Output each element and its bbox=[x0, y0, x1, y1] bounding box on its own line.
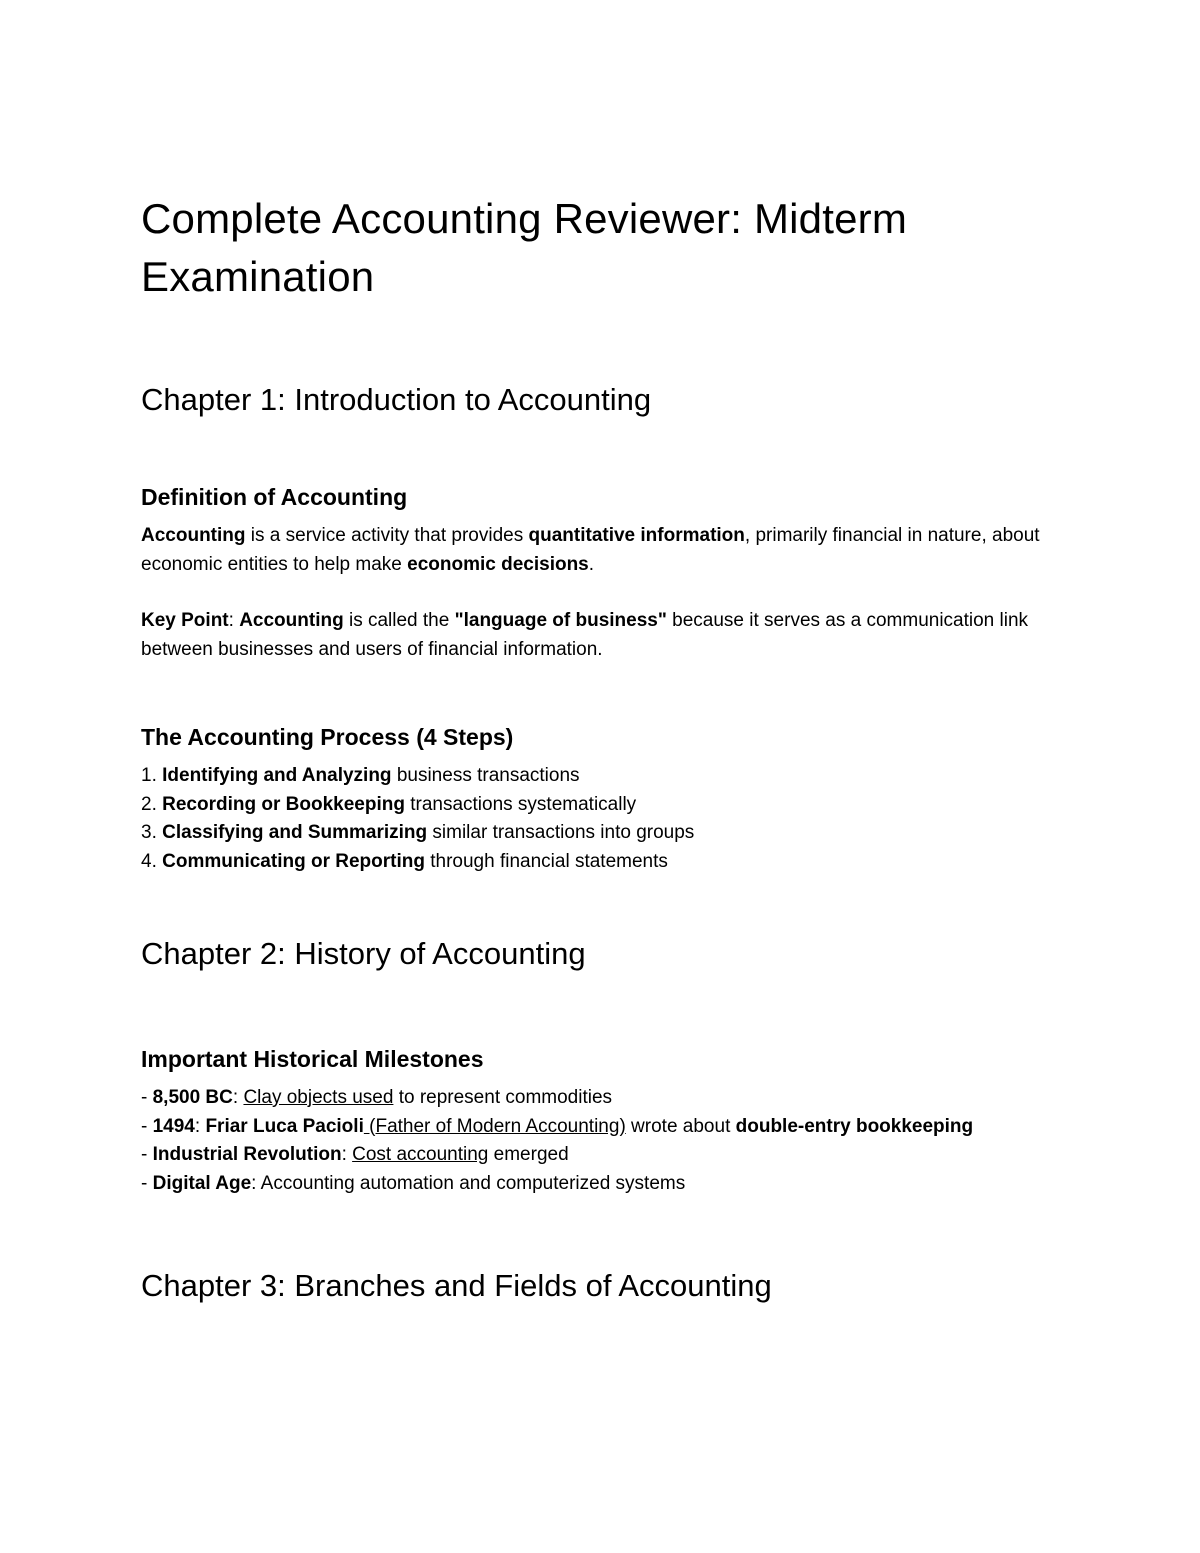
text-span: : bbox=[341, 1144, 353, 1165]
step-text: similar transactions into groups bbox=[427, 822, 695, 843]
text-span: : bbox=[232, 1087, 244, 1108]
list-number: 2. bbox=[141, 793, 163, 815]
list-dash: - bbox=[141, 1172, 153, 1194]
step-term: Classifying and Summarizing bbox=[162, 822, 428, 843]
milestone-date: 1494 bbox=[152, 1115, 195, 1137]
text-span: emerged bbox=[488, 1144, 569, 1165]
list-number: 4. bbox=[141, 850, 163, 872]
document-title: Complete Accounting Reviewer: Midterm Examination bbox=[141, 195, 908, 300]
list-item bbox=[141, 762, 1061, 791]
underlined-text: Cost accounting bbox=[352, 1144, 489, 1165]
chapter-3-heading: Chapter 3: Branches and Fields of Accounting bbox=[141, 1268, 772, 1303]
list-item bbox=[141, 1113, 1061, 1142]
list-number: 3. bbox=[141, 822, 163, 843]
text-span: : bbox=[194, 1115, 206, 1137]
definition-heading: Definition of Accounting bbox=[141, 484, 408, 510]
term-language-of-business: "language of business" bbox=[454, 610, 667, 631]
term-economic-decisions: economic decisions bbox=[407, 553, 589, 575]
process-heading: The Accounting Process (4 Steps) bbox=[141, 724, 514, 750]
list-item bbox=[141, 1084, 1061, 1113]
text-span: is called the bbox=[343, 610, 455, 631]
step-text: business transactions bbox=[391, 765, 580, 786]
list-item bbox=[141, 819, 1061, 848]
list-item bbox=[141, 791, 1061, 820]
underlined-text: (Father of Modern Accounting) bbox=[363, 1115, 626, 1137]
text-span: is a service activity that provides bbox=[245, 525, 529, 546]
chapter-2-heading: Chapter 2: History of Accounting bbox=[141, 936, 586, 971]
step-term: Recording or Bookkeeping bbox=[162, 793, 405, 815]
list-item bbox=[141, 1170, 1061, 1199]
step-text: through financial statements bbox=[424, 850, 668, 872]
step-term: Identifying and Analyzing bbox=[162, 765, 392, 786]
term-double-entry-bookkeeping: double-entry bookkeeping bbox=[735, 1115, 974, 1137]
text-span: wrote about bbox=[625, 1115, 736, 1137]
step-term: Communicating or Reporting bbox=[162, 850, 425, 872]
person-name: Friar Luca Pacioli bbox=[205, 1115, 364, 1137]
list-dash: - bbox=[141, 1115, 153, 1137]
document-content bbox=[141, 190, 1061, 1306]
term-accounting: Accounting bbox=[239, 610, 344, 631]
text-span: to represent commodities bbox=[393, 1087, 613, 1108]
list-item bbox=[141, 1141, 1061, 1170]
underlined-text: Clay objects used bbox=[243, 1087, 394, 1108]
list-item bbox=[141, 848, 1061, 877]
milestones-heading: Important Historical Milestones bbox=[141, 1046, 484, 1072]
term-accounting: Accounting bbox=[141, 525, 246, 546]
process-steps-list bbox=[141, 762, 1061, 876]
key-point-paragraph bbox=[141, 607, 1061, 664]
milestone-era: Digital Age bbox=[152, 1172, 252, 1194]
text-span: , primarily financial in nature, about economic entities to help make bbox=[141, 525, 1040, 575]
chapter-1-heading: Chapter 1: Introduction to Accounting bbox=[141, 382, 652, 417]
term-quantitative-information: quantitative information bbox=[528, 525, 745, 546]
text-span: : bbox=[228, 610, 240, 631]
milestone-date: 8,500 BC bbox=[152, 1087, 233, 1108]
text-span: because it serves as a communication link between businesses and users of financial information. bbox=[141, 610, 1029, 660]
list-dash: - bbox=[141, 1144, 153, 1165]
milestone-era: Industrial Revolution bbox=[152, 1144, 342, 1165]
list-dash: - bbox=[141, 1087, 153, 1108]
milestones-list bbox=[141, 1084, 1061, 1198]
key-point-label: Key Point bbox=[141, 610, 229, 631]
step-text: transactions systematically bbox=[404, 793, 637, 815]
list-number: 1. bbox=[141, 765, 163, 786]
text-span: : Accounting automation and computerized systems bbox=[251, 1172, 686, 1194]
definition-paragraph bbox=[141, 522, 1061, 579]
text-span: . bbox=[588, 553, 595, 575]
